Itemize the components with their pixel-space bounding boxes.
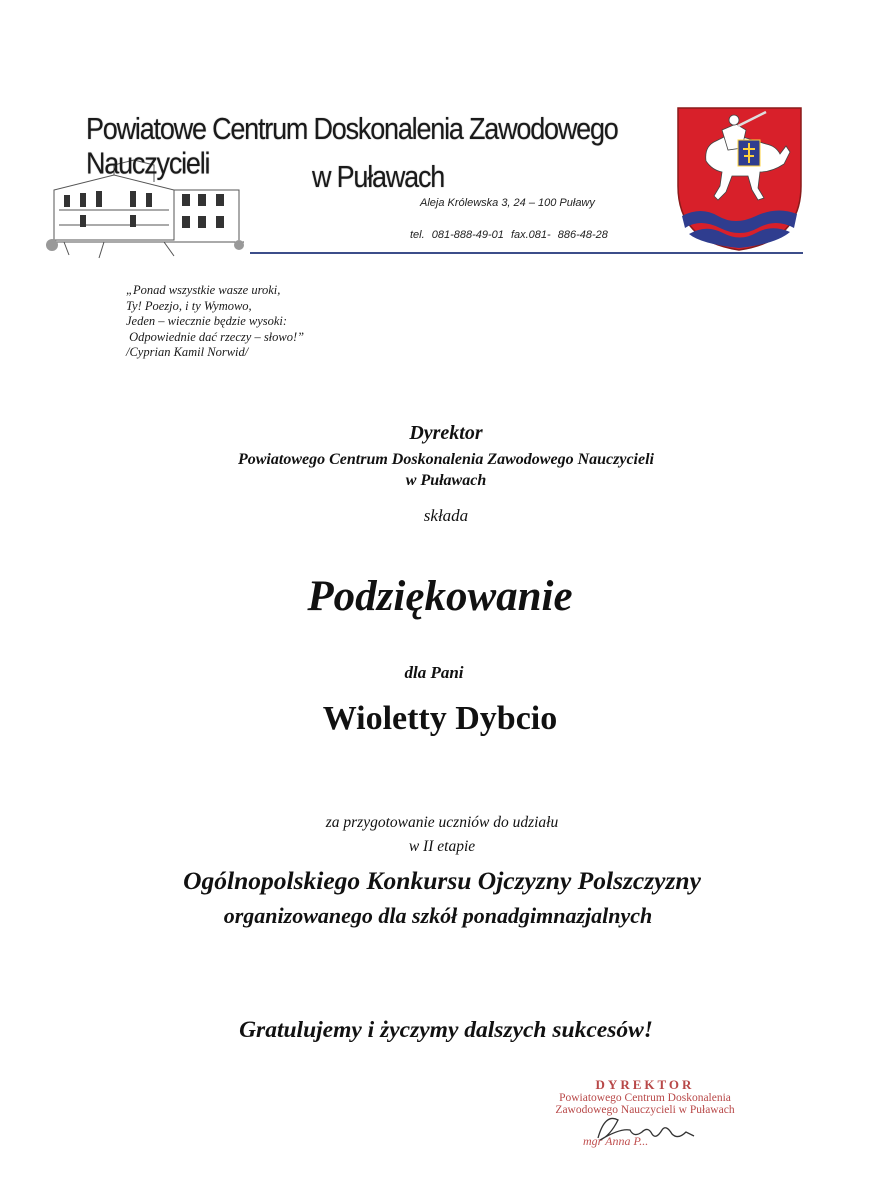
congratulations: Gratulujemy i życzymy dalszych sukcesów! bbox=[239, 1017, 653, 1043]
director-organization: Powiatowego Centrum Doskonalenia Zawodowego Nauczycieli bbox=[237, 451, 654, 468]
contest-name: Ogólnopolskiego Konkursu Ojczyzny Polszczyzny bbox=[183, 866, 701, 895]
institution-city: w Puławach bbox=[312, 160, 445, 194]
verb-sklada: składa bbox=[423, 506, 469, 525]
recipient-prefix: dla Pani bbox=[404, 663, 464, 682]
reason-line: w II etapie bbox=[408, 838, 476, 855]
quote-author: /Cyprian Kamil Norwid/ bbox=[126, 345, 249, 359]
recipient-name: Wioletty Dybcio bbox=[322, 700, 558, 737]
coat-of-arms-icon bbox=[676, 106, 803, 252]
quote-line: Jeden – wiecznie będzie wysoki: bbox=[126, 314, 288, 328]
poem-quote bbox=[126, 283, 304, 361]
director-city: w Puławach bbox=[405, 472, 487, 489]
quote-line: Ty! Poezjo, i ty Wymowo, bbox=[126, 298, 252, 313]
stamp-signatory: mgr Anna P... bbox=[583, 1134, 649, 1148]
certificate-headline: Podziękowanie bbox=[307, 573, 573, 620]
header-divider bbox=[250, 252, 803, 254]
institution-contact: tel. 081-888-49-01 fax.081- 886-48-28 bbox=[410, 229, 608, 241]
stamp-line: Powiatowego Centrum Doskonalenia bbox=[559, 1092, 731, 1104]
contest-description: organizowanego dla szkół ponadgimnazjalnych bbox=[223, 903, 653, 928]
institution-name: Powiatowe Centrum Doskonalenia Zawodowego Nauczycieli bbox=[86, 112, 618, 181]
institution-address: Aleja Królewska 3, 24 – 100 Puławy bbox=[420, 197, 595, 209]
handwritten-signature bbox=[590, 1108, 710, 1148]
stamp-title: DYREKTOR bbox=[595, 1077, 695, 1092]
stamp-line: Zawodowego Nauczycieli w Puławach bbox=[555, 1104, 735, 1116]
quote-line: „Ponad wszystkie wasze uroki, bbox=[126, 283, 281, 297]
reason-line: za przygotowanie uczniów do udziału bbox=[325, 814, 559, 831]
director-title: Dyrektor bbox=[409, 422, 483, 444]
quote-line: Odpowiednie dać rzeczy – słowo!” bbox=[126, 329, 305, 344]
